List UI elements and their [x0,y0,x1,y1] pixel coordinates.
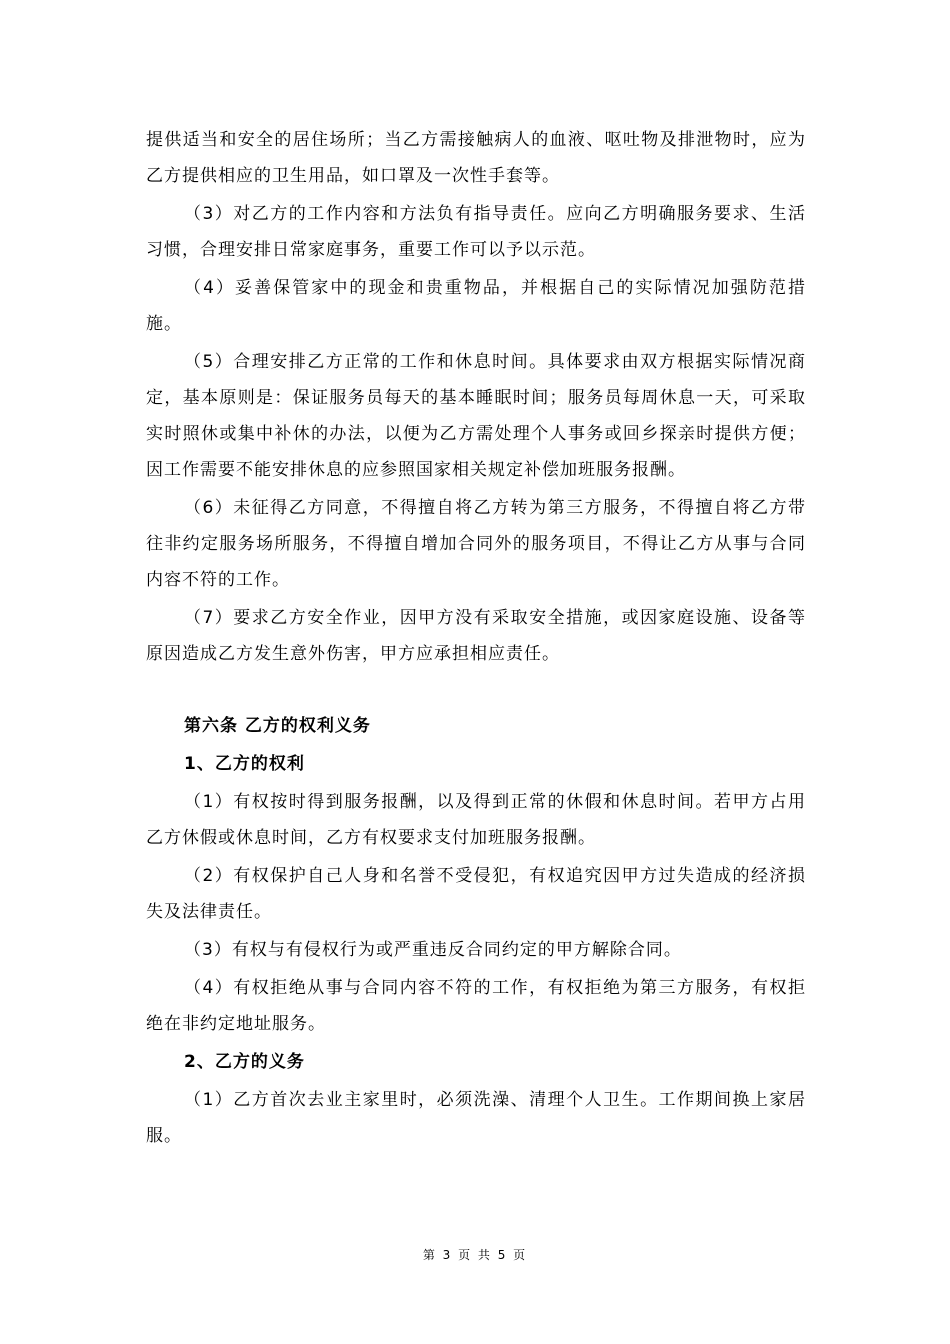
paragraph-item-3: （3）对乙方的工作内容和方法负有指导责任。应向乙方明确服务要求、生活习惯，合理安排日常家庭事务，重要工作可以予以示范。 [146,204,806,260]
paragraph-item-6: （6）未征得乙方同意，不得擅自将乙方转为第三方服务，不得擅自将乙方带往非约定服务场所服务，不得擅自增加合同外的服务项目，不得让乙方从事与合同内容不符的工作。 [146,498,806,590]
section-spacer [146,674,806,708]
paragraph-item-7: （7）要求乙方安全作业，因甲方没有采取安全措施，或因家庭设施、设备等原因造成乙方发生意外伤害，甲方应承担相应责任。 [146,608,806,664]
paragraph-item-5: （5）合理安排乙方正常的工作和休息时间。具体要求由双方根据实际情况商定，基本原则是：保证服务员每天的基本睡眠时间；服务员每周休息一天，可采取实时照休或集中补休的办法，以便为乙方需处理个人事务或回乡探亲时提供方便；因工作需要不能安排休息的应参照国家相关规定补偿加班服务报酬。 [146,352,806,480]
duties-heading: 2、乙方的义务 [184,1052,305,1072]
paragraph-item-4: （4）妥善保管家中的现金和贵重物品，并根据自己的实际情况加强防范措施。 [146,278,806,334]
rights-item-1: （1）有权按时得到服务报酬，以及得到正常的休假和休息时间。若甲方占用乙方休假或休息时间，乙方有权要求支付加班服务报酬。 [146,792,806,848]
document-body [146,122,806,1156]
rights-item-2: （2）有权保护自己人身和名誉不受侵犯，有权追究因甲方过失造成的经济损失及法律责任。 [146,866,806,922]
article-title: 第六条 乙方的权利义务 [184,716,371,736]
paragraph-continuation: 提供适当和安全的居住场所；当乙方需接触病人的血液、呕吐物及排泄物时，应为乙方提供相应的卫生用品，如口罩及一次性手套等。 [146,130,806,186]
rights-item-3: （3）有权与有侵权行为或严重违反合同约定的甲方解除合同。 [184,940,682,960]
rights-item-4: （4）有权拒绝从事与合同内容不符的工作，有权拒绝为第三方服务，有权拒绝在非约定地址服务。 [146,978,806,1034]
page-footer: 第 3 页 共 5 页 [422,1248,528,1262]
duties-item-1: （1）乙方首次去业主家里时，必须洗澡、清理个人卫生。工作期间换上家居服。 [146,1090,806,1146]
rights-heading: 1、乙方的权利 [184,754,305,774]
